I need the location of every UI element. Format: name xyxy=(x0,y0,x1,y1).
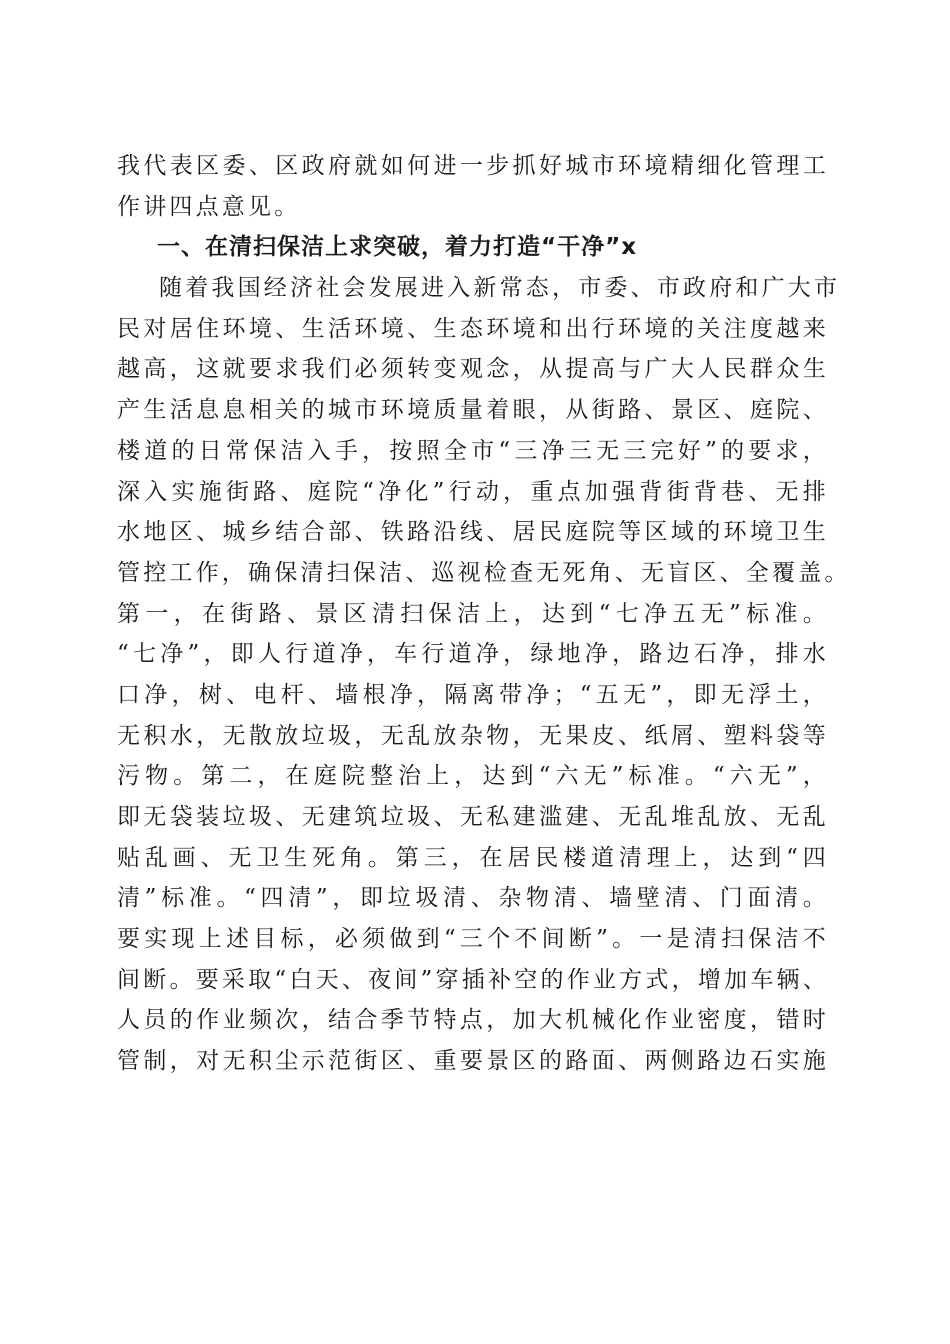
body-line: 第一，在街路、景区清扫保洁上，达到“七净五无”标准。 xyxy=(117,600,829,627)
body-line: 产生活息息相关的城市环境质量着眼，从街路、景区、庭院、 xyxy=(117,397,829,424)
intro-line-1: 我代表区委、区政府就如何进一步抓好城市环境精细化管理工 xyxy=(117,153,829,179)
body-line: 污物。第二，在庭院整治上，达到“六无”标准。“六无”， xyxy=(117,763,829,790)
body-line: 间断。要采取“白天、夜间”穿插补空的作业方式，增加车辆、 xyxy=(117,966,829,993)
body-line: 要实现上述目标，必须做到“三个不间断”。一是清扫保洁不 xyxy=(117,926,829,953)
section-heading: 一、在清扫保洁上求突破，着力打造“干净”x xyxy=(157,234,638,261)
body-line: 深入实施街路、庭院“净化”行动，重点加强背街背巷、无排 xyxy=(117,478,829,505)
body-line: 贴乱画、无卫生死角。第三，在居民楼道清理上，达到“四 xyxy=(117,844,829,871)
body-line: 楼道的日常保洁入手，按照全市“三净三无三完好”的要求， xyxy=(117,437,829,464)
body-line: 人员的作业频次，结合季节特点，加大机械化作业密度，错时 xyxy=(117,1007,829,1034)
body-line: 无积水，无散放垃圾，无乱放杂物，无果皮、纸屑、塑料袋等 xyxy=(117,722,829,749)
body-line: 清”标准。“四清”，即垃圾清、杂物清、墙壁清、门面清。 xyxy=(117,885,829,912)
body-line: 管控工作，确保清扫保洁、巡视检查无死角、无盲区、全覆盖。 xyxy=(117,559,851,586)
body-line: 民对居住环境、生活环境、生态环境和出行环境的关注度越来 xyxy=(117,315,829,342)
body-line: 即无袋装垃圾、无建筑垃圾、无私建滥建、无乱堆乱放、无乱 xyxy=(117,804,829,830)
body-line: 越高，这就要求我们必须转变观念，从提高与广大人民群众生 xyxy=(117,356,829,383)
document-page xyxy=(117,146,851,1082)
body-line: “七净”，即人行道净，车行道净，绿地净，路边石净，排水 xyxy=(117,641,829,668)
body-line: 随着我国经济社会发展进入新常态，市委、市政府和广大市 xyxy=(159,275,841,302)
intro-line-2: 作讲四点意见。 xyxy=(117,193,301,220)
body-line: 口净，树、电杆、墙根净，隔离带净；“五无”，即无浮土， xyxy=(117,681,829,708)
body-line: 水地区、城乡结合部、铁路沿线、居民庭院等区域的环境卫生 xyxy=(117,519,829,546)
body-line: 管制，对无积尘示范街区、重要景区的路面、两侧路边石实施 xyxy=(117,1048,829,1075)
